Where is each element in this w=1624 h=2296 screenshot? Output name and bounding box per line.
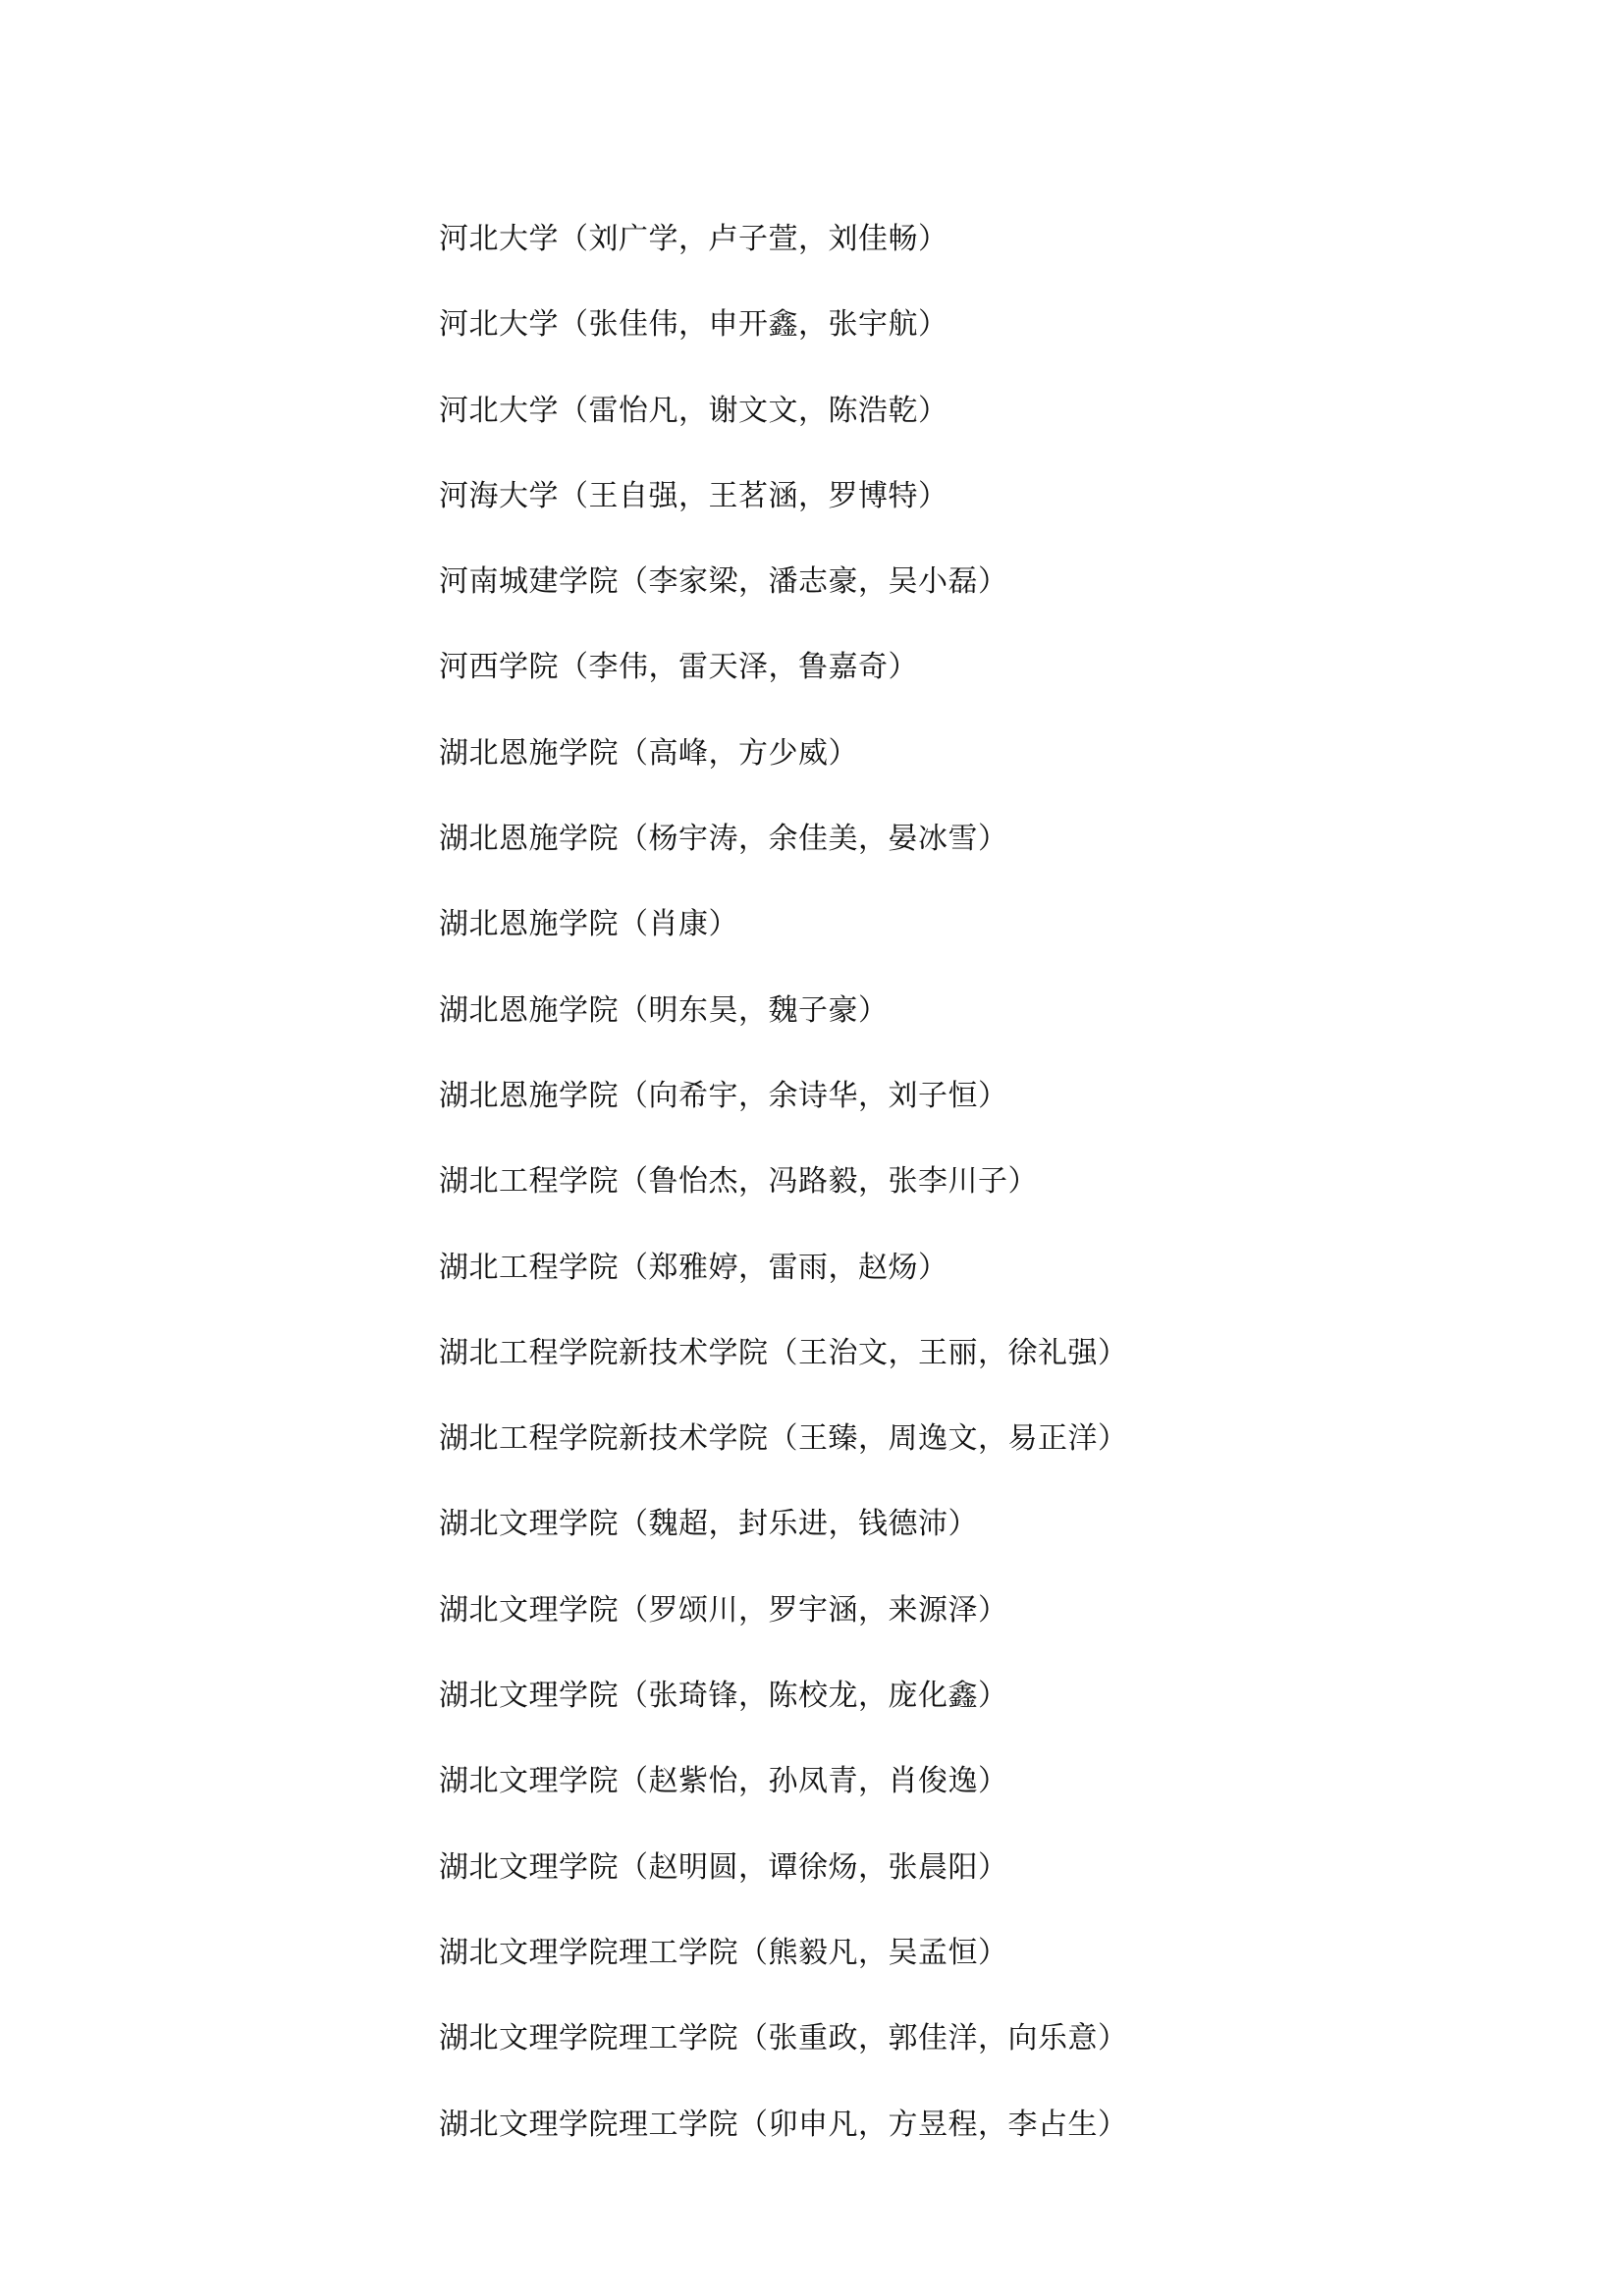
list-item: 河北大学（雷怡凡，谢文文，陈浩乾） <box>439 393 948 428</box>
list-item: 湖北文理学院（赵明圆，谭徐炀，张晨阳） <box>439 1849 1008 1885</box>
list-item: 湖北工程学院新技术学院（王治文，王丽，徐礼强） <box>439 1335 1128 1370</box>
list-item: 河海大学（王自强，王茗涵，罗博特） <box>439 478 948 513</box>
list-item: 湖北工程学院新技术学院（王臻，周逸文，易正洋） <box>439 1421 1128 1457</box>
list-item: 湖北工程学院（郑雅婷，雷雨，赵炀） <box>439 1250 948 1285</box>
list-item: 湖北工程学院（鲁怡杰，冯路毅，张李川子） <box>439 1164 1038 1200</box>
list-item: 河北大学（刘广学，卢子萱，刘佳畅） <box>439 222 948 256</box>
list-item: 河南城建学院（李家梁，潘志豪，吴小磊） <box>439 564 1008 600</box>
list-item: 湖北文理学院（魏超，封乐进，钱德沛） <box>439 1507 978 1542</box>
list-item: 河西学院（李伟，雷天泽，鲁嘉奇） <box>439 650 918 685</box>
list-item: 湖北文理学院理工学院（卯申凡，方昱程，李占生） <box>439 2107 1128 2142</box>
list-item: 湖北文理学院（赵紫怡，孙凤青，肖俊逸） <box>439 1764 1008 1799</box>
list-item: 湖北恩施学院（明东昊，魏子豪） <box>439 992 889 1028</box>
list-item: 湖北恩施学院（向希宇，余诗华，刘子恒） <box>439 1078 1008 1113</box>
list-item: 湖北恩施学院（杨宇涛，余佳美，晏冰雪） <box>439 822 1008 857</box>
award-list <box>439 218 1128 2189</box>
list-item: 湖北恩施学院（高峰，方少威） <box>439 735 858 771</box>
list-item: 河北大学（张佳伟，申开鑫，张宇航） <box>439 307 948 343</box>
list-item: 湖北文理学院理工学院（熊毅凡，吴孟恒） <box>439 1935 1008 1970</box>
list-item: 湖北恩施学院（肖康） <box>439 907 738 942</box>
list-item: 湖北文理学院理工学院（张重政，郭佳洋，向乐意） <box>439 2021 1128 2056</box>
list-item: 湖北文理学院（张琦锋，陈校龙，庞化鑫） <box>439 1679 1008 1714</box>
list-item: 湖北文理学院（罗颂川，罗宇涵，来源泽） <box>439 1592 1008 1628</box>
